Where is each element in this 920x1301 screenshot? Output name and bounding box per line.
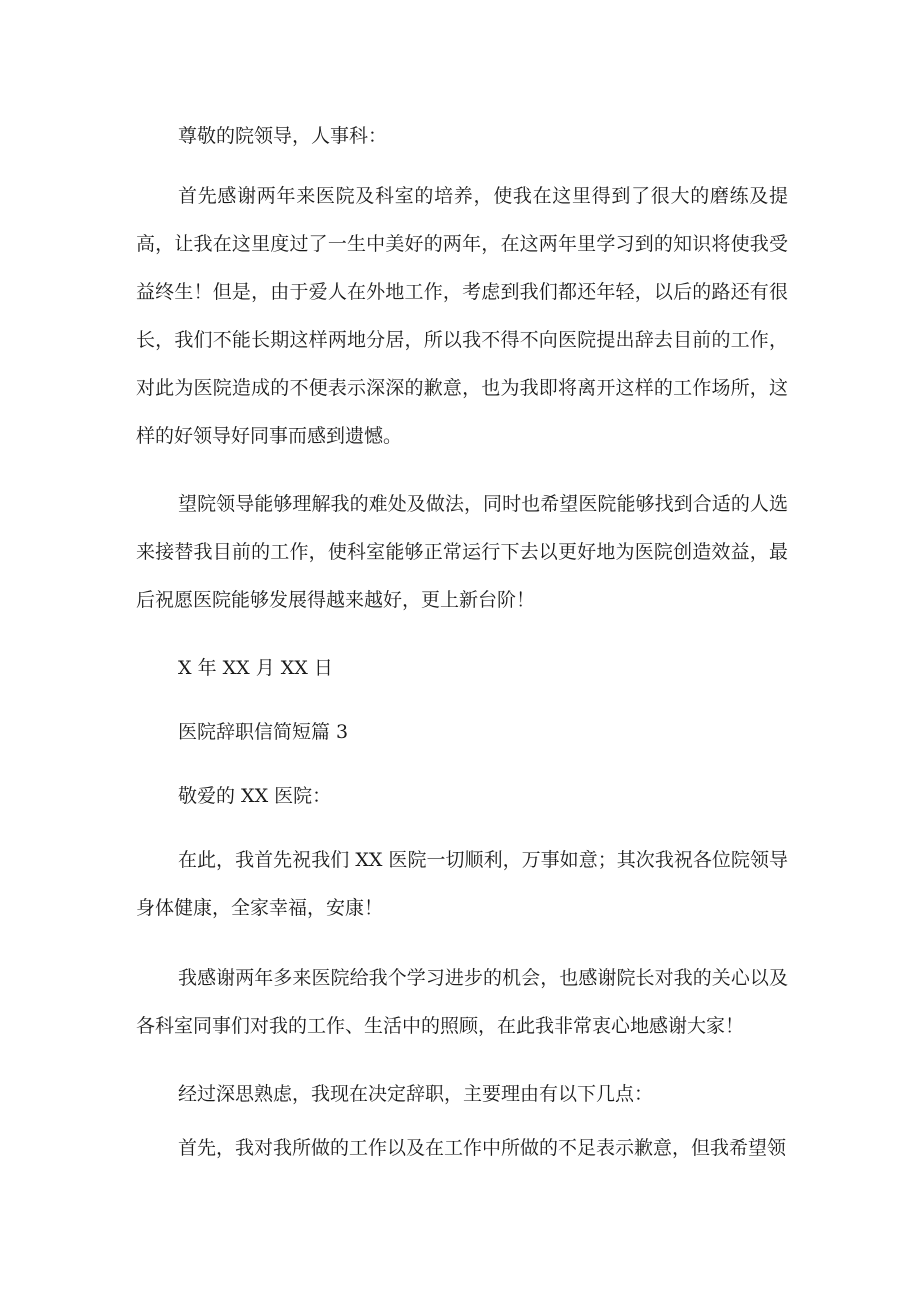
paragraph-wishes: 在此，我首先祝我们 XX 医院一切顺利，万事如意；其次我祝各位院领导身体健康，全家幸福，安康！ [136,849,788,919]
section-title: 医院辞职信简短篇 3 [178,721,349,743]
paragraph-first-reason: 首先，我对我所做的工作以及在工作中所做的不足表示歉意，但我希望领 [178,1137,787,1159]
paragraph-thanks: 首先感谢两年来医院及科室的培养，使我在这里得到了很大的磨练及提高，让我在这里度过了一生中美好的两年，在这两年里学习到的知识将使我受益终生！但是，由于爱人在外地工作，考虑到我们都还年轻，以后的路还有很长，我们不能长期这样两地分居，所以我不得不向医院提出辞去目前的工作，对此为医院造成的不便表示深深的歉意，也为我即将离开这样的工作场所，这样的好领导好同事而感到遗憾。 [136,185,788,447]
paragraph-gratitude: 我感谢两年多来医院给我个学习进步的机会，也感谢院长对我的关心以及各科室同事们对我的工作、生活中的照顾，在此我非常衷心地感谢大家！ [136,967,788,1037]
paragraph-hope: 望院领导能够理解我的难处及做法，同时也希望医院能够找到合适的人选来接替我目前的工作，使科室能够正常运行下去以更好地为医院创造效益，最后祝愿医院能够发展得越来越好，更上新台阶！ [136,493,788,611]
paragraph-decision: 经过深思熟虑，我现在决定辞职，主要理由有以下几点： [178,1083,654,1105]
salutation: 尊敬的院领导，人事科： [178,125,388,147]
salutation-2: 敬爱的 XX 医院： [178,785,332,807]
date-line: X 年 XX 月 XX 日 [178,657,333,679]
